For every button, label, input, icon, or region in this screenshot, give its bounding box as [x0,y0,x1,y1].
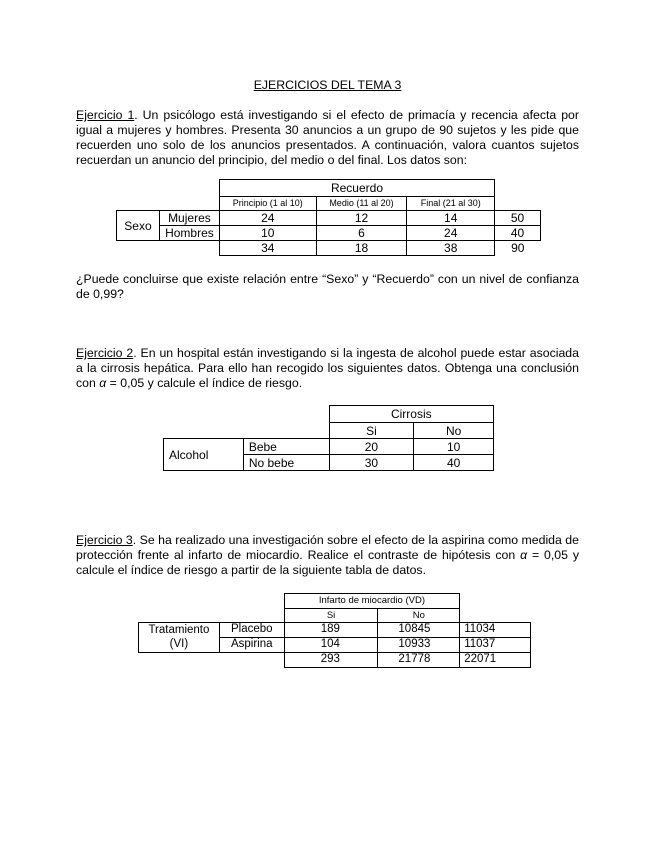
exercise-3-text: Ejercicio 3. Se ha realizado una investigación sobre el efecto de la aspirina como medida de protección frente al infarto de miocardio. Realice el contraste de hipótesis con α = 0,05 y calcule el índice de riesgo a partir de la siguiente tabla de datos. [76,533,579,577]
col-header: Medio (11 al 20) [316,197,407,211]
table-cell: 104 [284,638,378,653]
cirrosis-header: Cirrosis [329,406,493,423]
table-cell: 6 [316,226,407,241]
row-label: Bebe [243,439,329,455]
table-cell: 40 [414,455,494,471]
table-cell: 10933 [378,638,460,653]
row-var-label: Sexo [117,211,160,241]
row-var-label-sub: (VI) [139,638,220,653]
table-cell: 14 [407,211,495,226]
grand-total: 90 [495,241,541,256]
grand-total: 22071 [460,653,531,668]
row-total: 11034 [460,623,531,638]
table-cell: 30 [329,455,414,471]
table-cell: 12 [316,211,407,226]
exercise-1-question: ¿Puede concluirse que existe relación entre “Sexo” y “Recuerdo” con un nivel de confianza de 0,99? [76,272,579,301]
alpha-symbol: α [520,548,528,562]
page-title: EJERCICIOS DEL TEMA 3 [253,78,402,92]
alpha-symbol: α [99,376,107,390]
col-total: 34 [219,241,316,256]
col-total: 18 [316,241,407,256]
col-header: No [378,609,460,623]
row-total: 50 [495,211,541,226]
exercise-1-text: Ejercicio 1. Un psicólogo está investigando si el efecto de primacía y recencia afecta por igual a mujeres y hombres. Presenta 30 anuncios a un grupo de 90 sujetos y les pide que recuerden uno solo de los anuncios presentados. A continuación, valora cuantos sujetos recuerdan un anuncio del principio, del medio o del final. Los datos son: [76,108,579,167]
table-cell: 10 [219,226,316,241]
col-header: Final (21 al 30) [407,197,495,211]
col-total: 21778 [378,653,460,668]
table-cell: 10845 [378,623,460,638]
row-label: Placebo [219,623,284,638]
table-cell: 24 [407,226,495,241]
col-total: 38 [407,241,495,256]
col-header: Si [329,423,414,439]
col-header: Principio (1 al 10) [219,197,316,211]
exercise-2-table [163,405,494,471]
row-var-label: Alcohol [164,439,244,471]
infarto-header: Infarto de miocardio (VD) [284,594,460,609]
exercise-1-table [116,179,541,256]
exercise-2-label: Ejercicio 2 [76,346,134,360]
col-header: No [414,423,494,439]
exercise-2-text: Ejercicio 2. En un hospital están investigando si la ingesta de alcohol puede estar asociada a la cirrosis hepática. Para ello han recogido los siguientes datos. Obtenga una conclusión con α = 0,05 y calcule el índice de riesgo. [76,346,579,390]
row-var-label: Tratamiento [139,623,220,638]
table-cell: 24 [219,211,316,226]
row-label: Mujeres [159,211,219,226]
row-label: No bebe [243,455,329,471]
recuerdo-header: Recuerdo [219,180,494,197]
row-total: 40 [495,226,541,241]
table-cell: 10 [414,439,494,455]
row-label: Hombres [159,226,219,241]
table-cell: 20 [329,439,414,455]
row-label: Aspirina [219,638,284,653]
exercise-3-label: Ejercicio 3 [76,533,133,547]
exercise-1-label: Ejercicio 1 [76,108,135,122]
col-header: Si [284,609,378,623]
col-total: 293 [284,653,378,668]
table-cell: 189 [284,623,378,638]
row-total: 11037 [460,638,531,653]
exercise-3-table [138,593,531,668]
